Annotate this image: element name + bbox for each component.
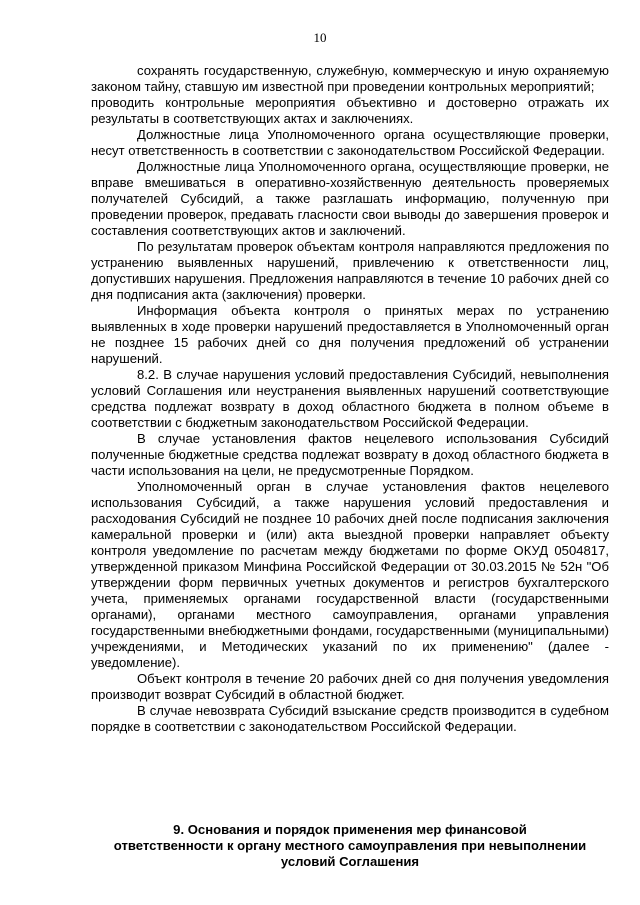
document-body (91, 63, 609, 735)
paragraph-measures-information: Информация объекта контроля о принятых мерах по устранению выявленных в ходе проверки нарушений предоставляется в Уполномоченный орган не позднее 15 рабочих дней со дня получения предложений об устранении нарушений. (91, 303, 609, 366)
paragraph-inspection-results: По результатам проверок объектам контроля направляются предложения по устранению выявленных нарушений, привлечению к ответственности лиц, допустивших нарушения. Предложения направляются в течение 10 рабочих дней со дня подписания акта (заключения) проверки. (91, 239, 609, 302)
paragraph-8-2-violation-return: 8.2. В случае нарушения условий предоставления Субсидий, невыполнения условий Соглашения или неустранения выявленных нарушений соответствующие средства подлежат возврату в доход областного бюджета в полном объеме в соответствии с бюджетным законодательством Российской Федерации. (91, 367, 609, 430)
section-9-heading (91, 822, 609, 870)
paragraph-officials-responsibility: Должностные лица Уполномоченного органа осуществляющие проверки, несут ответственность в соответствии с законодательством Российской Федерации. (91, 127, 609, 158)
paragraph-objective-inspection: проводить контрольные мероприятия объективно и достоверно отражать их результаты в соответствующих актах и заключениях. (91, 95, 609, 126)
heading-line-3: условий Соглашения (280, 854, 420, 869)
paragraph-return-deadline: Объект контроля в течение 20 рабочих дней со дня получения уведомления производит возврат Субсидий в областной бюджет. (91, 671, 609, 702)
heading-line-2: ответственности к органу местного самоуправления при невыполнении (113, 838, 587, 853)
paragraph-notification-procedure: Уполномоченный орган в случае установления фактов нецелевого использования Субсидий, а также нарушения условий предоставления и расходования Субсидий не позднее 10 рабочих дней после подписания заключения камеральной проверки и (или) акта выездной проверки направляет объекту контроля уведомление по расчетам между бюджетами по форме ОКУД 0504817, утвержденной приказом Минфина Российской Федерации от 30.03.2015 № 52н "Об утверждении форм первичных учетных документов и регистров бухгалтерского учета, применяемых органами государственной власти (государственными органами), органами местного самоуправления, органами управления государственными внебюджетными фондами, государственными (муниципальными) учреждениями, и Методических указаний по их применению" (далее - уведомление). (91, 479, 609, 670)
paragraph-keep-secrecy: сохранять государственную, служебную, коммерческую и иную охраняемую законом тайну, ставшую им известной при проведении контрольных мероприятий; (91, 63, 609, 94)
page-number: 10 (313, 30, 327, 45)
heading-line-1: 9. Основания и порядок применения мер финансовой (173, 822, 527, 837)
paragraph-judicial-recovery: В случае невозврата Субсидий взыскание средств производится в судебном порядке в соответствии с законодательством Российской Федерации. (91, 703, 609, 734)
paragraph-misuse-return: В случае установления фактов нецелевого использования Субсидий полученные бюджетные средства подлежат возврату в доход областного бюджета в части использования на цели, не предусмотренные Порядком. (91, 431, 609, 478)
paragraph-officials-restrictions: Должностные лица Уполномоченного органа, осуществляющие проверки, не вправе вмешиваться в оперативно-хозяйственную деятельность проверяемых получателей Субсидий, а также разглашать информацию, полученную при проведении проверок, предавать гласности свои выводы до завершения проверок и составления соответствующих актов и заключений. (91, 159, 609, 238)
